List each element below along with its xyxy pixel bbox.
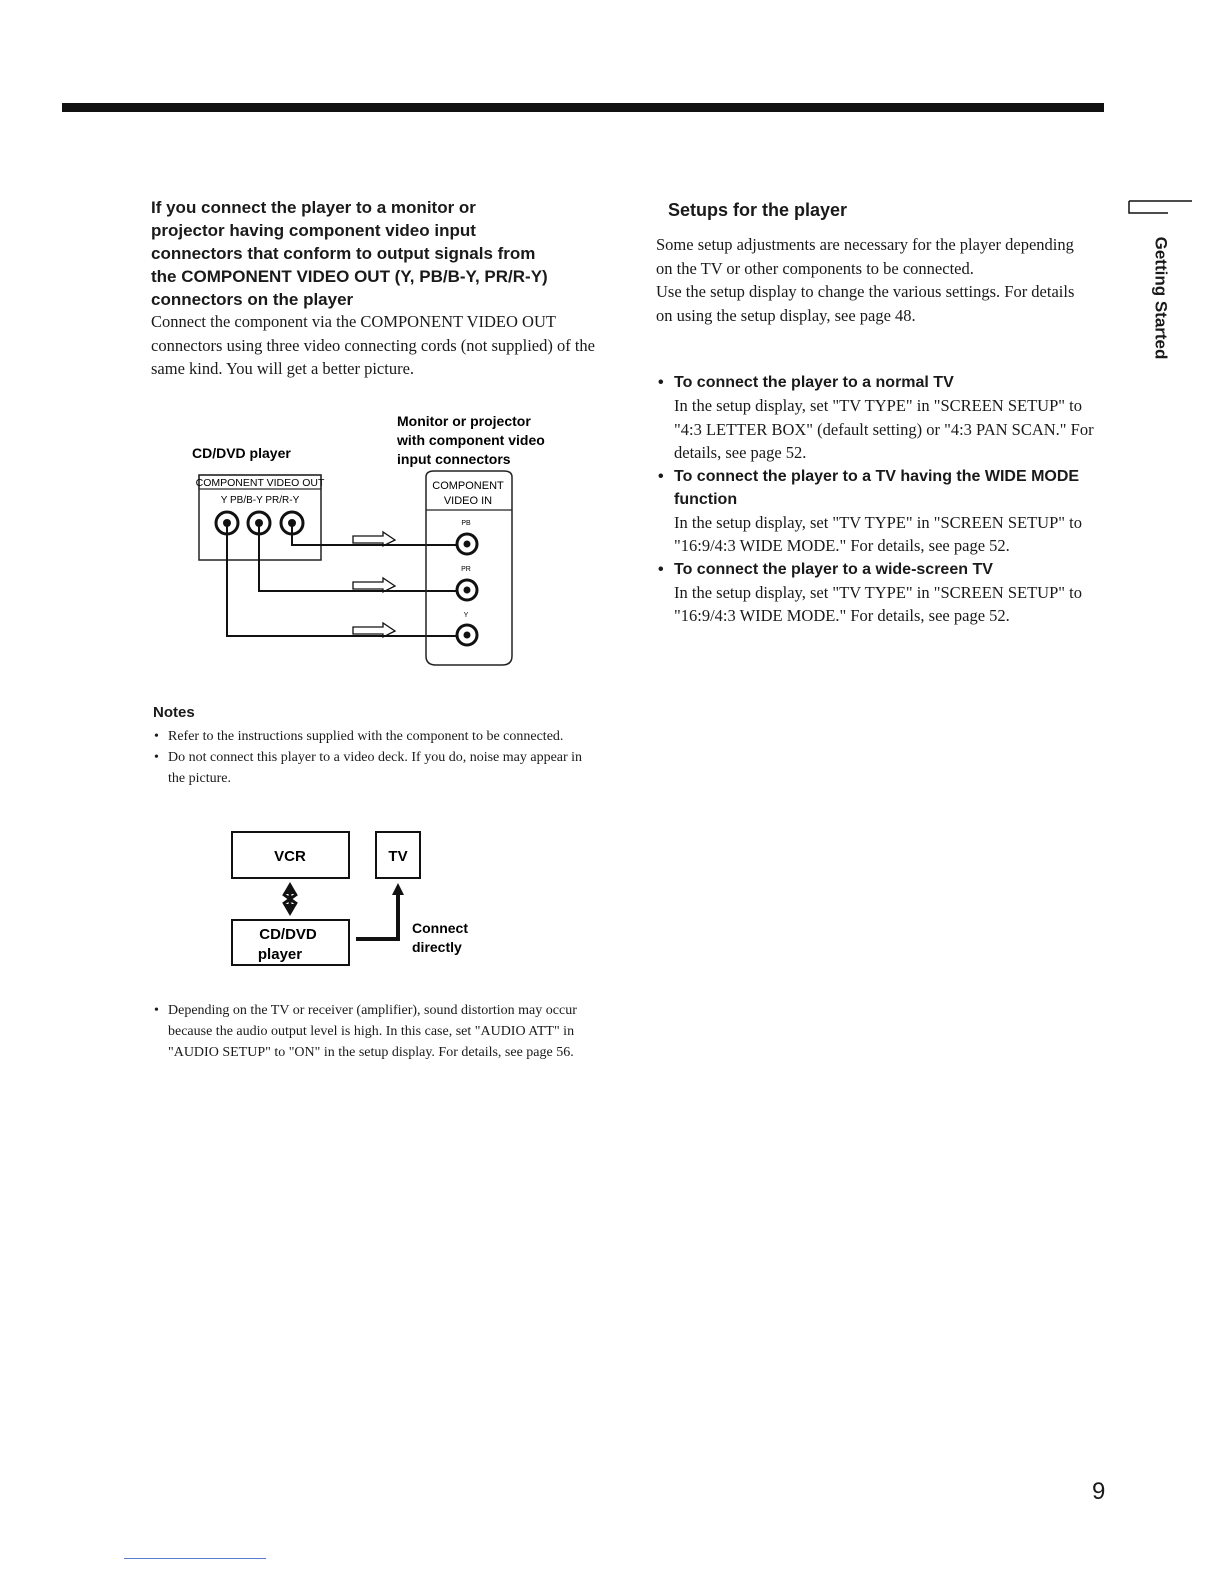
connect-line: Connect bbox=[412, 920, 468, 936]
direct-connect-arrow-icon bbox=[356, 883, 404, 939]
output-jack-labels: Y PB/B-Y PR/R-Y bbox=[220, 495, 300, 506]
section-tab-marker bbox=[1128, 200, 1192, 214]
input-panel-line: COMPONENT bbox=[432, 480, 504, 492]
setups-heading: Setups for the player bbox=[668, 200, 848, 220]
tv-label: TV bbox=[388, 848, 408, 865]
setup-option-text: In the setup display, set "TV TYPE" in "SCREEN SETUP" to "16:9/4:3 WIDE MODE." For details, see page 52. bbox=[674, 512, 1082, 555]
heading-line: connectors on the player bbox=[151, 290, 354, 309]
heading-line: projector having component video input bbox=[151, 221, 476, 240]
cable-pb bbox=[292, 523, 458, 545]
input-jack-icon bbox=[457, 580, 477, 600]
setups-intro-para: Some setup adjustments are necessary for the player depending on the TV or other components to be connected. bbox=[656, 235, 1074, 278]
input-jack-label: PB bbox=[461, 520, 471, 527]
vcr-warning-diagram bbox=[228, 828, 488, 973]
note-item: • Refer to the instructions supplied with the component to be connected. bbox=[153, 726, 593, 747]
notes-list bbox=[153, 726, 593, 789]
notes-title: Notes bbox=[153, 704, 195, 721]
page-number: 9 bbox=[1092, 1478, 1106, 1505]
output-panel-label: COMPONENT VIDEO OUT bbox=[195, 477, 325, 489]
vcr-label: VCR bbox=[274, 848, 306, 865]
cable-y bbox=[227, 523, 458, 636]
heading-line: connectors that conform to output signals from bbox=[151, 244, 536, 263]
input-jack-icon bbox=[457, 625, 477, 645]
component-connection-diagram bbox=[190, 405, 580, 680]
top-rule bbox=[62, 103, 1104, 112]
setup-option bbox=[656, 558, 1096, 628]
setup-option-title: • To connect the player to a TV having the WIDE MODE function bbox=[674, 467, 1080, 508]
connect-line: directly bbox=[412, 939, 462, 955]
section-tab-text: Getting Started bbox=[1151, 236, 1171, 360]
note-item: • Do not connect this player to a video deck. If you do, noise may appear in the picture. bbox=[153, 747, 593, 789]
monitor-label-line: input connectors bbox=[397, 451, 511, 467]
input-jack-icon bbox=[457, 534, 477, 554]
input-jack-label: PR bbox=[461, 566, 471, 573]
monitor-label-line: with component video bbox=[397, 432, 545, 448]
setup-option-title: • To connect the player to a normal TV bbox=[674, 374, 954, 391]
player-label: CD/DVD player bbox=[192, 445, 291, 461]
setup-option-text: In the setup display, set "TV TYPE" in "SCREEN SETUP" to "16:9/4:3 WIDE MODE." For details, see page 52. bbox=[674, 582, 1082, 625]
player-box-line: CD/DVD bbox=[259, 926, 317, 943]
arrow-icon bbox=[353, 623, 395, 637]
heading-line: If you connect the player to a monitor or bbox=[151, 198, 476, 217]
setups-intro bbox=[656, 233, 1086, 327]
audio-note bbox=[153, 1000, 603, 1063]
setup-options-list bbox=[656, 371, 1096, 628]
component-intro: Connect the component via the COMPONENT VIDEO OUT connectors using three video connecting cords (not supplied) of the same kind. You will get a better picture. bbox=[151, 312, 596, 378]
arrow-icon bbox=[353, 578, 395, 592]
input-panel-line: VIDEO IN bbox=[443, 495, 493, 507]
bottom-rule bbox=[124, 1558, 266, 1559]
input-jack-label: Y bbox=[463, 612, 469, 619]
setup-option-text: In the setup display, set "TV TYPE" in "SCREEN SETUP" to "4:3 LETTER BOX" (default setting) or "4:3 PAN SCAN." For details, see page 52. bbox=[674, 396, 1094, 462]
setup-option-title: • To connect the player to a wide-screen TV bbox=[674, 560, 993, 578]
arrow-icon bbox=[353, 532, 395, 546]
setup-option bbox=[656, 465, 1096, 558]
no-connection-icon bbox=[283, 882, 297, 916]
component-heading bbox=[151, 196, 601, 311]
setup-option bbox=[656, 371, 1096, 465]
heading-line: the COMPONENT VIDEO OUT (Y, PB/B-Y, PR/R-Y) bbox=[151, 267, 548, 286]
section-tab-label bbox=[1100, 226, 1220, 370]
setups-intro-para: Use the setup display to change the various settings. For details on using the setup display, see page 48. bbox=[656, 282, 1075, 325]
player-box-line: player bbox=[257, 946, 303, 963]
note-item: • Depending on the TV or receiver (amplifier), sound distortion may occur because the audio output level is high. In this case, set "AUDIO ATT" in "AUDIO SETUP" to "ON" in the setup display. For details, see page 56. bbox=[153, 1000, 603, 1063]
monitor-label-line: Monitor or projector bbox=[397, 413, 531, 429]
